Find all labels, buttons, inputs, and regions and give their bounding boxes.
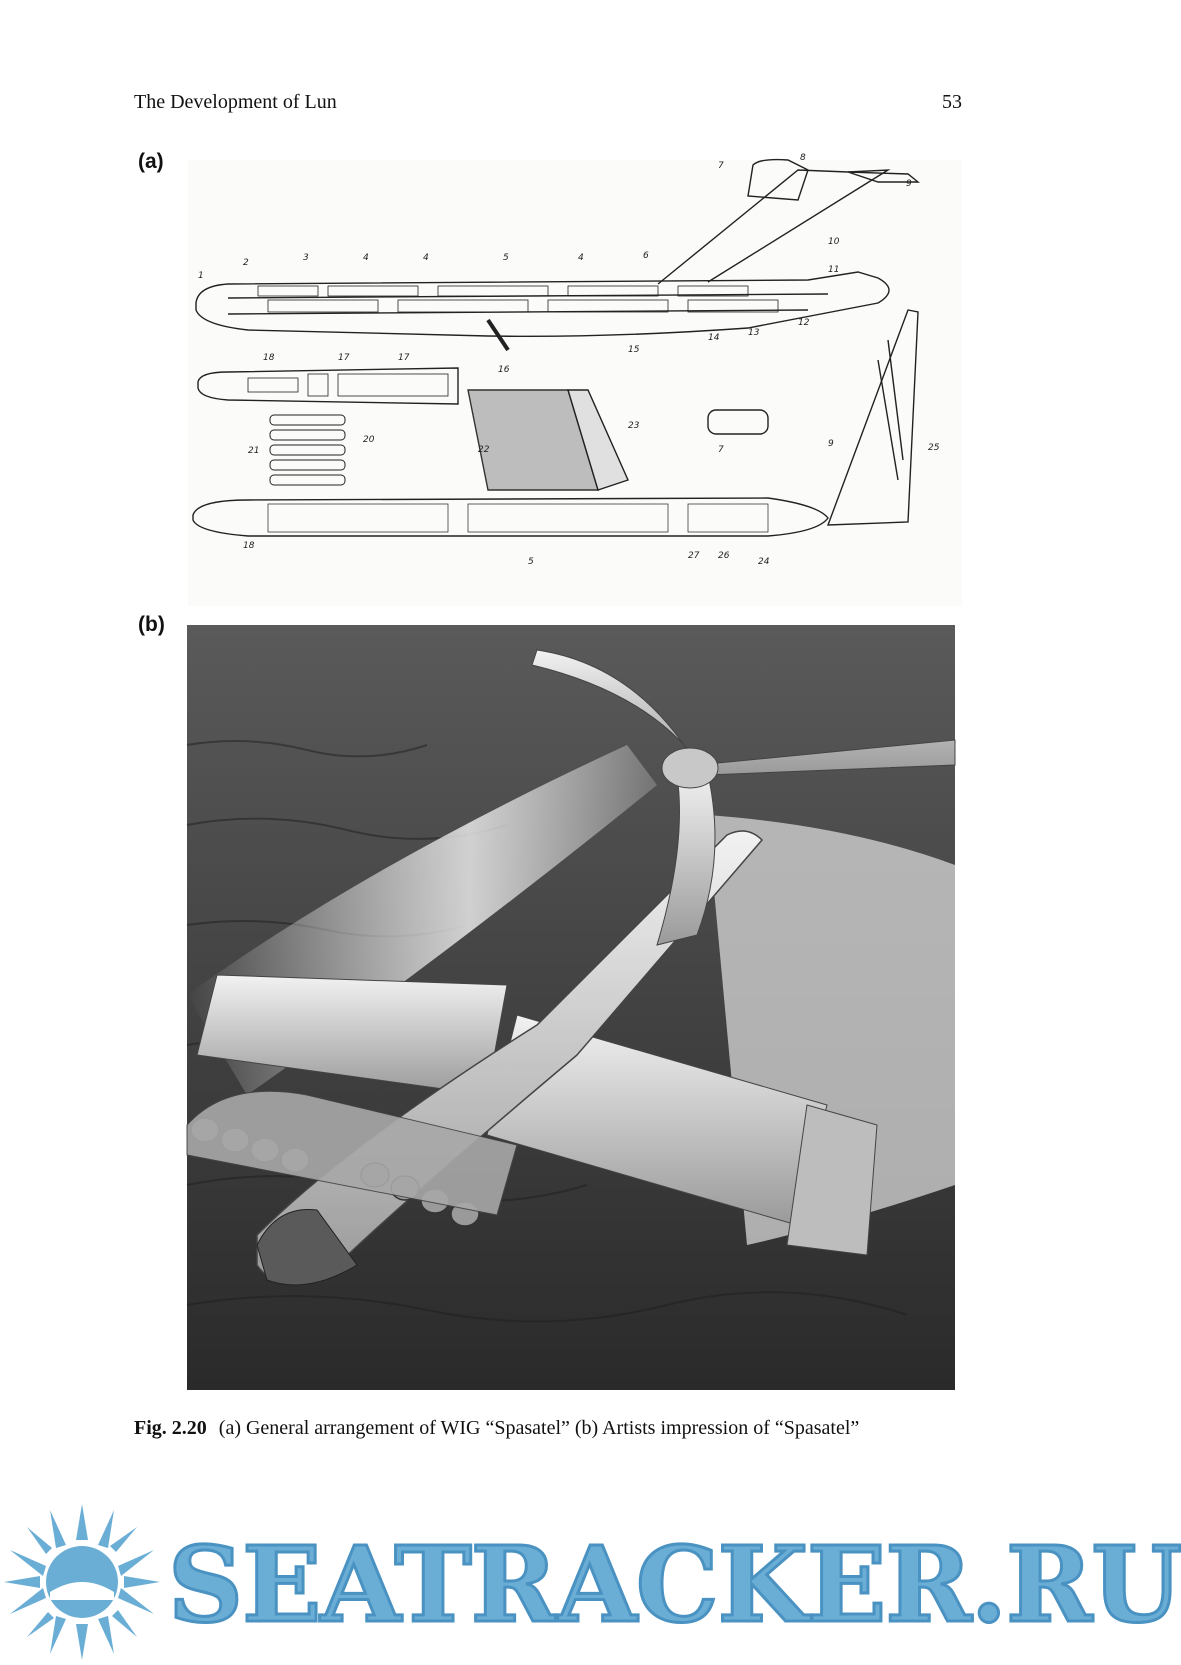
- figure-number: Fig. 2.20: [134, 1417, 207, 1439]
- watermark-text: SEATRACKER.RU: [168, 1523, 1181, 1646]
- figure-caption: [134, 1415, 964, 1441]
- tail-pod: [662, 748, 718, 788]
- callout-11: 11: [828, 265, 840, 275]
- callout-15: 15: [628, 345, 640, 355]
- running-head: [134, 88, 962, 116]
- callout-16: 16: [498, 365, 510, 375]
- tail-cockpit: [748, 160, 808, 200]
- callout-23: 23: [628, 421, 640, 431]
- general-arrangement-drawing: [188, 153, 962, 606]
- callout-24: 24: [758, 557, 770, 567]
- cockpit-detail: [708, 410, 768, 434]
- fin-side: [828, 310, 918, 525]
- callout-17b: 17: [398, 353, 410, 363]
- callout-plan-18: 18: [243, 541, 255, 551]
- tail-pylon: [658, 170, 888, 284]
- side-fuselage: [196, 272, 889, 336]
- watermark: [0, 1500, 1181, 1665]
- running-head-title: The Development of Lun: [134, 90, 337, 113]
- callout-18: 18: [263, 353, 275, 363]
- callout-1: 1: [198, 271, 204, 281]
- callout-26: 26: [718, 551, 730, 561]
- callout-21: 21: [248, 446, 260, 456]
- callout-14: 14: [708, 333, 720, 343]
- callout-3: 3: [303, 253, 309, 263]
- page-number: 53: [942, 90, 962, 113]
- panel-b-label: (b): [138, 613, 165, 636]
- life-rafts: [270, 415, 345, 485]
- caption-text: (a) General arrangement of WIG “Spasatel” (b) Artists impression of “Spasatel”: [218, 1417, 860, 1439]
- callout-4b: 4: [423, 253, 429, 263]
- callout-6: 6: [643, 251, 649, 261]
- callout-22: 22: [478, 445, 490, 455]
- callout-20: 20: [363, 435, 375, 445]
- callout-9: 9: [906, 179, 912, 189]
- callout-13: 13: [748, 328, 760, 338]
- artist-impression-image: [187, 625, 955, 1390]
- callout-12: 12: [798, 318, 810, 328]
- callout-8: 8: [800, 153, 806, 163]
- callout-10: 10: [828, 237, 840, 247]
- callout-7: 7: [718, 161, 724, 171]
- panel-a-label: (a): [138, 150, 164, 173]
- callout-5: 5: [503, 253, 509, 263]
- callout-fin-9: 9: [828, 439, 834, 449]
- callout-4: 4: [363, 253, 369, 263]
- callout-4c: 4: [578, 253, 584, 263]
- callout-27: 27: [688, 551, 700, 561]
- callout-cockpit-7: 7: [718, 445, 724, 455]
- callout-plan-5: 5: [528, 557, 534, 567]
- artist-impression-svg: [187, 625, 955, 1390]
- arrangement-svg: [188, 153, 962, 606]
- callout-17: 17: [338, 353, 350, 363]
- sun-logo-icon: [0, 1500, 165, 1665]
- callout-fin-25: 25: [928, 443, 940, 453]
- callout-2: 2: [243, 258, 249, 268]
